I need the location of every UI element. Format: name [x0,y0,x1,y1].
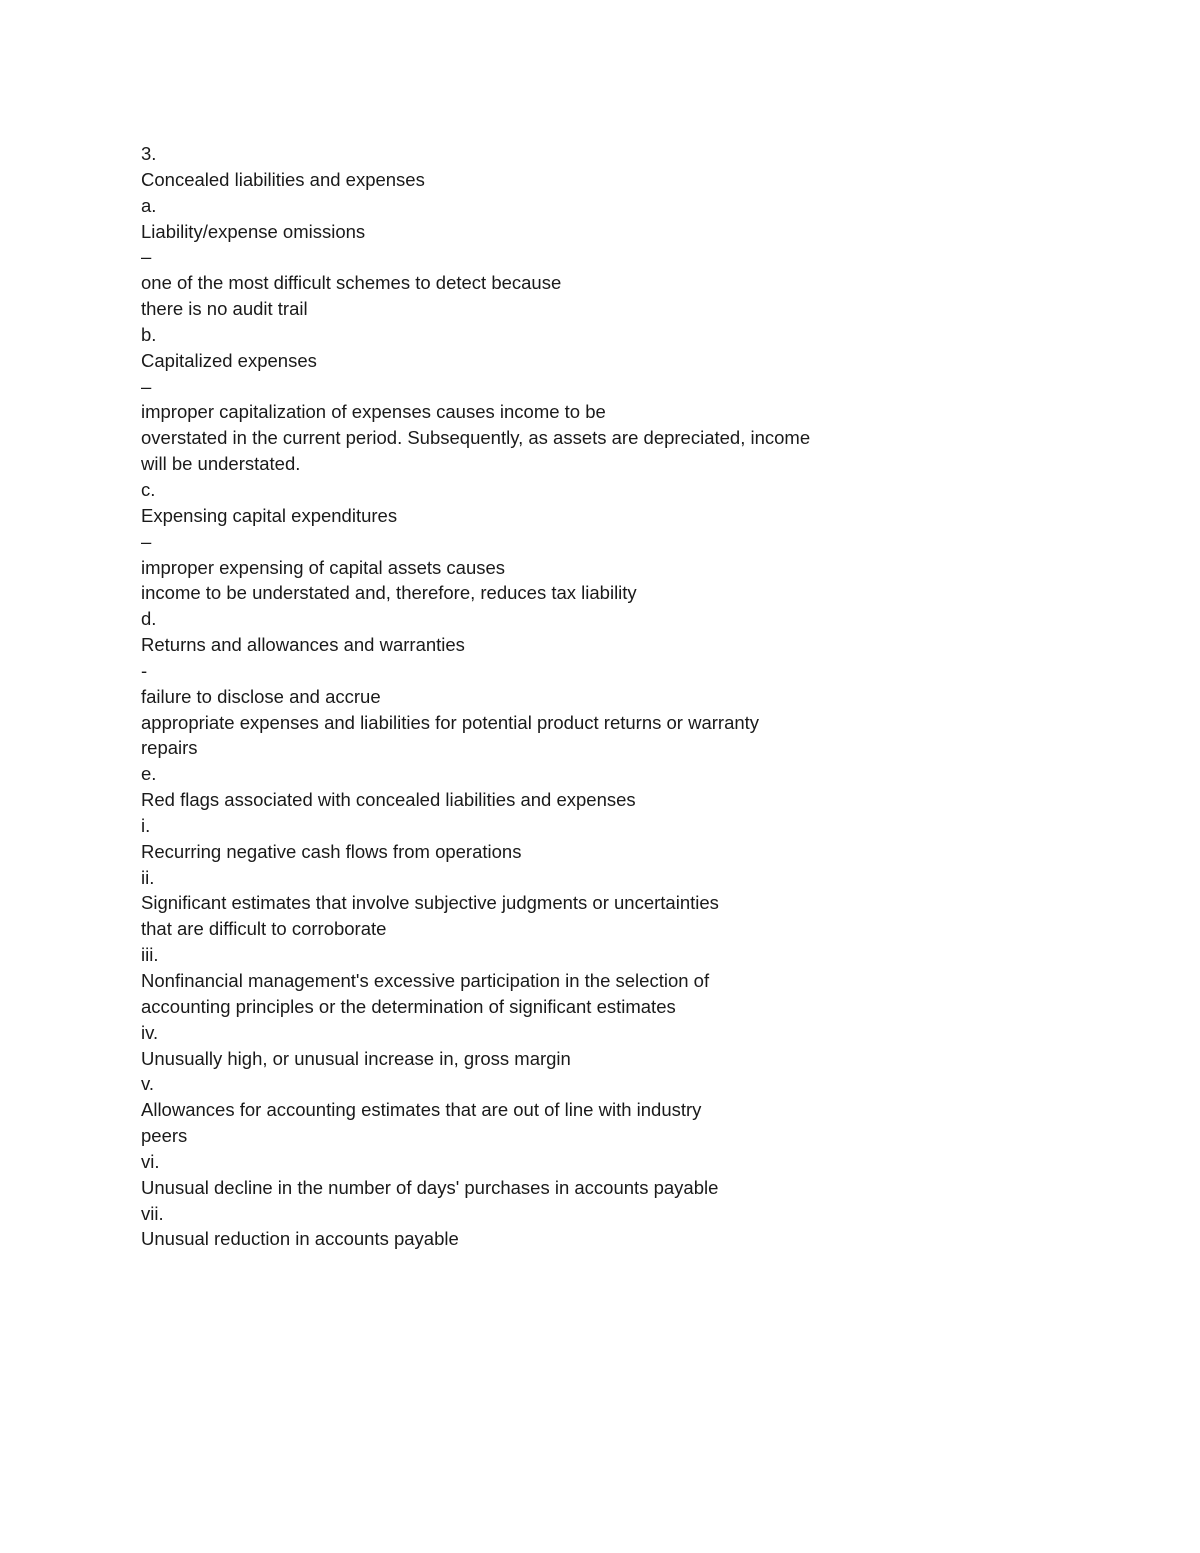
item-d-text-line-1: failure to disclose and accrue [141,685,381,707]
flag-vii-marker: vii. [141,1202,164,1224]
item-d-text-line-2: appropriate expenses and liabilities for potential product returns or warranty [141,711,760,733]
section-number: 3. [141,143,157,164]
item-e-title: Red flags associated with concealed liabilities and expenses [141,789,636,811]
item-d-dash: - [141,659,148,681]
item-a-text-line-2: there is no audit trail [141,298,308,320]
item-b-marker: b. [141,323,157,345]
flag-vi-text-line-1: Unusual decline in the number of days' purchases in accounts payable [141,1176,719,1198]
item-c-marker: c. [141,478,156,500]
flag-vii-text-line-1: Unusual reduction in accounts payable [141,1228,459,1250]
item-c-text-line-2: income to be understated and, therefore, reduces tax liability [141,582,637,604]
flag-ii-text-line-2: that are difficult to corroborate [141,918,387,940]
item-a-title: Liability/expense omissions [141,220,366,242]
section-title: Concealed liabilities and expenses [141,168,425,190]
item-c-title: Expensing capital expenditures [141,504,398,526]
item-a-text-line-1: one of the most difficult schemes to detect because [141,272,562,294]
flag-ii-text-line-1: Significant estimates that involve subjective judgments or uncertainties [141,892,719,914]
item-a-dash: – [141,246,152,268]
flag-i-marker: i. [141,814,151,836]
item-d-text-line-3: repairs [141,737,198,759]
item-b-text-line-2: overstated in the current period. Subsequently, as assets are depreciated, income [141,427,811,449]
flag-iii-text-line-1: Nonfinancial management's excessive participation in the selection of [141,970,710,991]
item-d-title: Returns and allowances and warranties [141,634,465,656]
flag-v-text-line-1: Allowances for accounting estimates that are out of line with industry [141,1099,702,1121]
item-b-text-line-3: will be understated. [141,453,301,475]
document-body [141,141,1121,1252]
flag-i-text-line-1: Recurring negative cash flows from operations [141,840,522,862]
item-c-dash: – [141,530,152,552]
flag-v-marker: v. [141,1073,155,1095]
item-b-title: Capitalized expenses [141,349,317,371]
flag-iii-text-line-2: accounting principles or the determination of significant estimates [141,995,676,1017]
flag-vi-marker: vi. [141,1150,160,1172]
item-e-marker: e. [141,763,157,785]
item-d-marker: d. [141,608,157,630]
item-b-text-line-1: improper capitalization of expenses causes income to be [141,401,606,423]
item-a-marker: a. [141,194,157,216]
flag-iv-marker: iv. [141,1021,159,1043]
item-c-text-line-1: improper expensing of capital assets causes [141,556,506,578]
item-b-dash: – [141,375,152,397]
flag-ii-marker: ii. [141,866,155,888]
flag-iv-text-line-1: Unusually high, or unusual increase in, gross margin [141,1047,571,1069]
flag-v-text-line-2: peers [141,1125,188,1147]
flag-iii-marker: iii. [141,944,159,966]
